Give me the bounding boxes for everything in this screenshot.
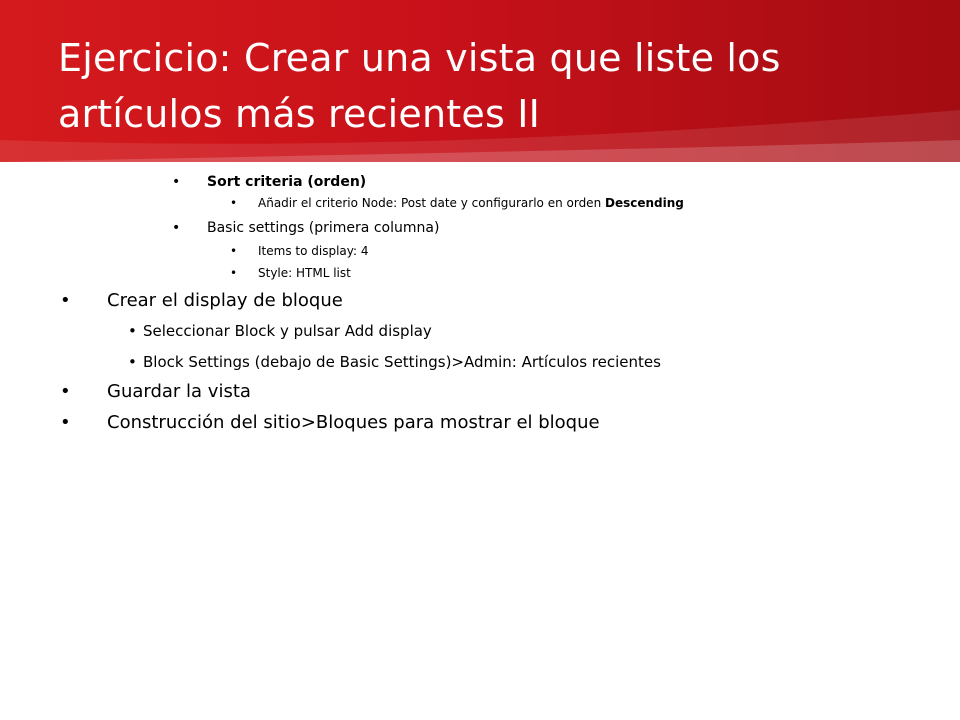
slide-body <box>0 162 960 702</box>
bullet-icon: • <box>128 322 137 340</box>
bullet-icon: • <box>172 174 181 190</box>
list-item-block-settings: Block Settings (debajo de Basic Settings)>Admin: Artículos recientes <box>143 353 661 371</box>
list-item-basic-settings: Basic settings (primera columna) <box>207 220 440 236</box>
list-item-style: Style: HTML list <box>258 266 351 280</box>
title-banner <box>0 0 960 162</box>
descending-keyword: Descending <box>605 196 684 210</box>
list-item-add-criterion <box>258 196 684 210</box>
list-item-site-building-blocks: Construcción del sitio>Bloques para mostrar el bloque <box>107 412 600 433</box>
list-item-create-block-display: Crear el display de bloque <box>107 290 343 311</box>
bullet-icon: • <box>60 381 71 402</box>
bullet-icon: • <box>60 290 71 311</box>
list-item-save-view: Guardar la vista <box>107 381 251 402</box>
list-item-items-to-display: Items to display: 4 <box>258 244 369 258</box>
list-item-select-block: Seleccionar Block y pulsar Add display <box>143 322 432 340</box>
list-item-add-criterion-text: Añadir el criterio Node: Post date y configurarlo en orden <box>258 196 605 210</box>
slide-title: Ejercicio: Crear una vista que liste los artículos más recientes II <box>58 36 781 136</box>
list-item-sort-criteria: Sort criteria (orden) <box>207 174 367 190</box>
bullet-icon: • <box>172 220 181 236</box>
bullet-icon: • <box>128 353 137 371</box>
bullet-icon: • <box>230 196 238 210</box>
bullet-icon: • <box>230 244 238 258</box>
bullet-icon: • <box>60 412 71 433</box>
bullet-icon: • <box>230 266 238 280</box>
